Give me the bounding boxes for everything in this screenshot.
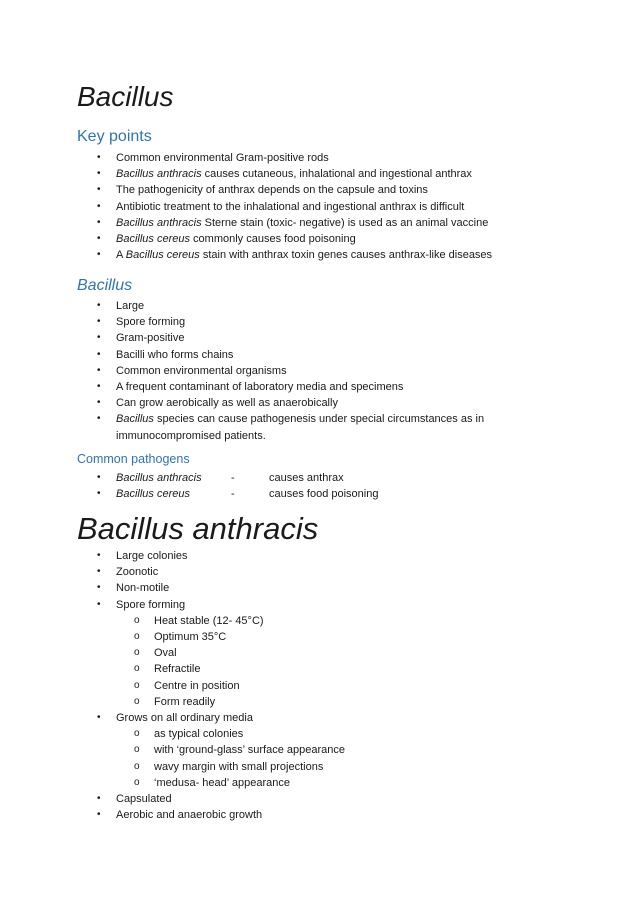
list-item: • Bacilli who forms chains (0, 347, 638, 363)
circle-bullet-icon: o (134, 647, 140, 659)
pathogen-name: Bacillus anthracis (116, 472, 202, 484)
sub-list-item: o ‘medusa- head’ appearance (0, 775, 638, 791)
bullet-icon: • (97, 397, 101, 409)
circle-bullet-icon: o (134, 631, 140, 643)
bullet-icon: • (97, 200, 101, 212)
bullet-icon: • (97, 184, 101, 196)
sub-list-item: o Refractile (0, 661, 638, 677)
bullet-icon: • (97, 550, 101, 561)
separator-dash: - (231, 472, 235, 484)
pathogen-effect: causes anthrax (269, 472, 344, 484)
separator-dash: - (231, 488, 235, 501)
list-item: • The pathogenicity of anthrax depends on the capsule and toxins (0, 182, 638, 198)
heading-key-points: Key points (77, 128, 152, 145)
heading-bacillus: Bacillus (77, 277, 133, 294)
list-item (0, 486, 638, 502)
page-title-bacillus: Bacillus (77, 81, 174, 112)
bullet-icon: • (97, 233, 101, 245)
bullet-icon: • (97, 316, 101, 328)
bullet-icon: • (97, 582, 101, 594)
bullet-icon: • (97, 364, 101, 376)
pathogen-effect: causes food poisoning (269, 488, 379, 501)
heading-common-pathogens: Common pathogens (77, 452, 190, 466)
sub-list-item: o with ‘ground-glass’ surface appearance (0, 742, 638, 758)
bullet-icon: • (97, 809, 101, 821)
sub-list-item: o Form readily (0, 694, 638, 710)
list-item: • Spore forming (0, 597, 638, 613)
bullet-icon: • (97, 381, 101, 393)
list-item: • Spore forming (0, 314, 638, 330)
bullet-icon: • (97, 598, 101, 610)
sub-list-item: o Oval (0, 645, 638, 661)
list-item: • Can grow aerobically as well as anaerobically (0, 395, 638, 411)
list-item: • Bacillus species can cause pathogenesis under special circumstances as in immunocompromised patients. (97, 413, 485, 442)
sub-list-item: o Centre in position (0, 678, 638, 694)
list-item: • Grows on all ordinary media (0, 710, 638, 726)
list-item: • Antibiotic treatment to the inhalational and ingestional anthrax is difficult (0, 199, 638, 215)
key-points-list (0, 150, 638, 263)
bullet-icon: • (97, 712, 101, 724)
circle-bullet-icon: o (134, 744, 140, 756)
sub-list-item: o Optimum 35°C (0, 629, 638, 645)
list-item: • Common environmental Gram-positive rods (0, 150, 638, 166)
list-item: • Non-motile (0, 580, 638, 596)
bacillus-list (0, 298, 638, 444)
pathogen-name: Bacillus cereus (116, 488, 190, 501)
bullet-icon: • (97, 168, 101, 180)
bullet-icon: • (97, 249, 101, 261)
circle-bullet-icon: o (134, 776, 140, 788)
sub-list-item: o Heat stable (12- 45°C) (0, 613, 638, 629)
sub-list-item: o wavy margin with small projections (0, 759, 638, 775)
bullet-icon: • (97, 566, 101, 578)
anthracis-list (0, 548, 638, 823)
circle-bullet-icon: o (134, 728, 140, 740)
list-item: • Large colonies (0, 548, 638, 564)
list-item: • Aerobic and anaerobic growth (0, 807, 638, 823)
bullet-icon: • (97, 472, 101, 483)
bullet-icon: • (97, 348, 101, 360)
page-title-bacillus-anthracis: Bacillus anthracis (77, 511, 319, 546)
circle-bullet-icon: o (134, 679, 140, 691)
list-item: • A Bacillus cereus stain with anthrax toxin genes causes anthrax-like diseases (0, 247, 638, 263)
bullet-icon: • (97, 332, 101, 344)
common-pathogens-list (0, 470, 638, 502)
bullet-icon: • (97, 152, 101, 163)
list-item: • Bacillus anthracis Sterne stain (toxic- negative) is used as an animal vaccine (0, 215, 638, 231)
list-item: • Large (0, 298, 638, 314)
bullet-icon: • (97, 793, 101, 805)
bullet-icon: • (97, 488, 101, 500)
list-item: • A frequent contaminant of laboratory media and specimens (0, 379, 638, 395)
list-item: • Bacillus cereus commonly causes food poisoning (0, 231, 638, 247)
circle-bullet-icon: o (134, 760, 140, 772)
circle-bullet-icon: o (134, 695, 140, 707)
bullet-icon: • (97, 413, 101, 425)
list-item: • Bacillus anthracis causes cutaneous, inhalational and ingestional anthrax (0, 166, 638, 182)
circle-bullet-icon: o (134, 614, 140, 626)
list-item: • Common environmental organisms (0, 363, 638, 379)
list-item: • Gram-positive (0, 330, 638, 346)
bullet-icon: • (97, 216, 101, 228)
list-item: • Zoonotic (0, 564, 638, 580)
list-item: • Capsulated (0, 791, 638, 807)
list-item (0, 470, 638, 486)
circle-bullet-icon: o (134, 663, 140, 675)
sub-list-item: o as typical colonies (0, 726, 638, 742)
bullet-icon: • (97, 300, 101, 311)
